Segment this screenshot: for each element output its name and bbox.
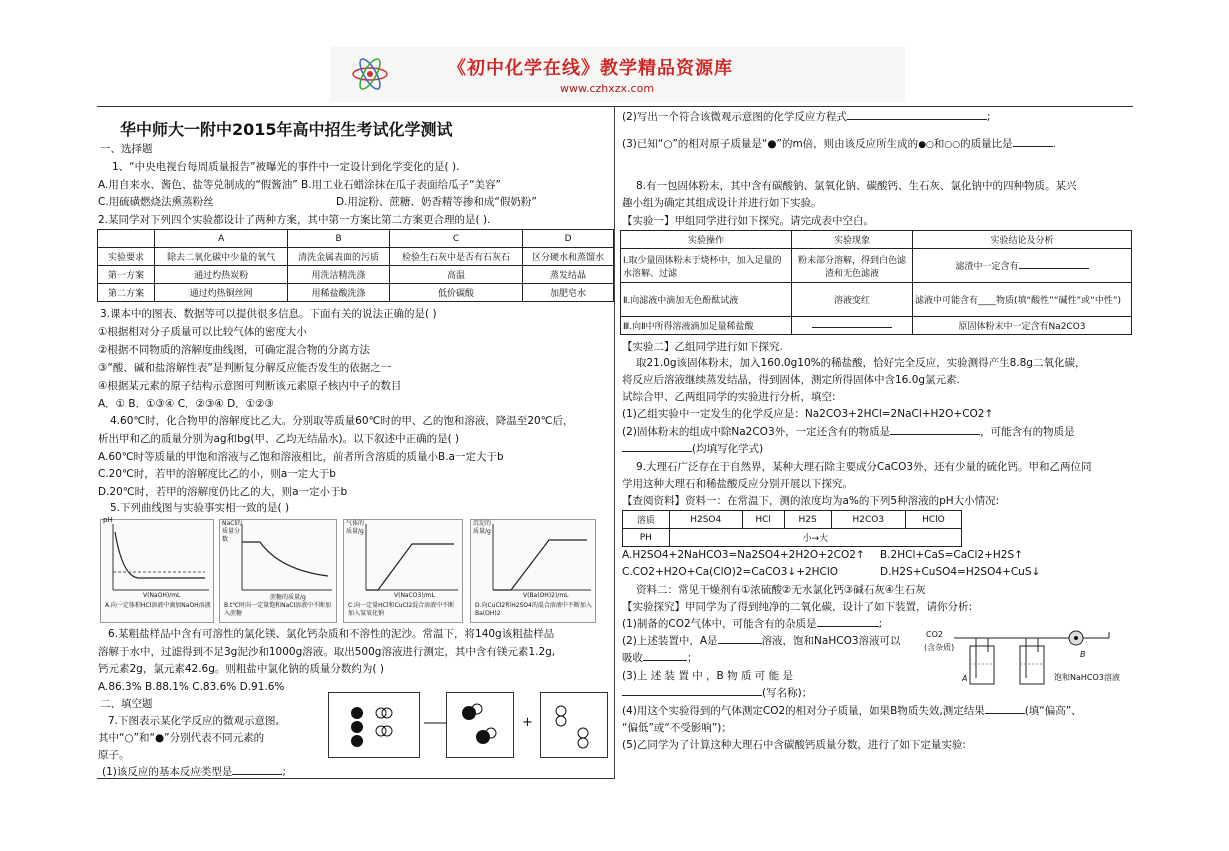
question-label: (2)上述装置中，A是	[622, 635, 718, 647]
question-text: 钙元素2g，氯元素42.6g。则粗盐中氯化钠的质量分数约为( )	[98, 663, 384, 675]
table-cell: 粉末部分溶解，得到白色滤渣和无色滤液	[792, 249, 913, 283]
top-rule	[97, 106, 1133, 107]
question-label: (4)用这个实验得到的气体测定CO2的相对分子质量，如果B物质失效,测定结果	[622, 705, 985, 717]
paragraph-text: 资料二：常见干燥剂有①浓硫酸②无水氯化钙③碱石灰④生石灰	[636, 584, 926, 596]
table-cell: 蒸发结晶	[523, 266, 614, 284]
table-cell: Ⅲ.向Ⅱ中所得溶液滴加足量稀盐酸	[621, 317, 792, 335]
table-cell: 用洗洁精洗涤	[288, 266, 389, 284]
label-a: A	[962, 674, 968, 683]
section-heading: 【实验一】甲组同学进行如下探究。请完成表中空白。	[622, 215, 874, 227]
table-cell	[913, 249, 1132, 283]
table-cell: 除去二氧化碳中少量的氧气	[155, 248, 288, 266]
question-text: 8.有一包固体粉末，其中含有碳酸钠、氯氧化钠、碳酸钙、生石灰、氯化钠中的四种物质。某兴	[636, 180, 1077, 192]
molecule-icon: ●○	[918, 140, 934, 150]
question-text	[622, 442, 763, 456]
answer-blank[interactable]	[622, 695, 762, 696]
question-option: D.用淀粉、蔗糖、奶香精等掺和成“假奶粉”	[336, 196, 537, 208]
table-cell: PH	[623, 529, 670, 547]
co2-label: CO2	[926, 630, 943, 639]
question-text: 溶解于水中，过滤得到不足3g泥沙和1000g溶液。取出500g溶液进行测定，其中含有镁元素1.2g,	[98, 646, 556, 658]
question-text: 7.下图表示某化学反应的微观示意图,	[108, 715, 279, 727]
question-options: A.86.3% B.88.1% C.83.6% D.91.6%	[98, 681, 285, 693]
graph-caption: B.t℃时向一定量饱和NaCl溶液中不断加入蔗糖	[224, 602, 332, 617]
graph-c	[343, 519, 463, 623]
question-option: C.CO2+H2O+Ca(ClO)2=CaCO3↓+2HClO	[622, 566, 839, 578]
answer-blank[interactable]	[643, 660, 687, 661]
question-text: 【查阅资料】资料一：在常温下，测的浓度均为a%的下列5种溶液的pH大小情况:	[622, 495, 1000, 507]
table-cell: 滤液中可能含有____物质(填“酸性”“碱性”或“中性”)	[913, 283, 1132, 317]
question-text: 3.课本中的图表、数据等可以提供很多信息。下面有关的说法正确的是( )	[100, 308, 437, 320]
table-cell-text: 滤渣中一定含有	[955, 262, 1019, 272]
question-label: (2)写出一个符合该微观示意图的化学反应方程式	[622, 111, 847, 123]
table-cell: 低价碳酸	[389, 284, 522, 302]
table-cell: 高温	[389, 266, 522, 284]
question-text: (3)已知“○”的相对原子质量是“●”的m倍，则由该反应所生成的●○和○○的质量比是 .	[622, 138, 1056, 150]
answer-blank[interactable]	[812, 327, 892, 328]
graph-xlabel: V(NaOH)/mL	[143, 592, 181, 599]
graph-xlabel: 蔗糖的质量/g	[270, 594, 306, 601]
answer-blank[interactable]	[622, 451, 692, 452]
question-text: (3)上 述 装 置 中 ，B 物 质 可 能 是	[622, 670, 793, 682]
question-label: (1)该反应的基本反应类型是	[102, 766, 233, 778]
column-divider	[614, 106, 615, 778]
question-options: A．① B．①③④ C．②③④ D．①②③	[98, 398, 274, 410]
table-cell: 通过灼热铜丝网	[155, 284, 288, 302]
apparatus-diagram	[924, 628, 1134, 688]
question-text: 吸收 ；	[622, 652, 698, 664]
table-header: 实验操作	[621, 231, 792, 249]
section-heading: 【实验二】乙组同学进行如下探究.	[622, 341, 783, 353]
answer-blank[interactable]	[1013, 146, 1053, 147]
question-label: ，可能含有的物质是	[980, 426, 1075, 438]
paragraph-text: (1)乙组实验中一定发生的化学反应是：Na2CO3+2HCl=2NaCl+H2O+CO2↑	[622, 408, 994, 420]
product-molecules-1	[447, 693, 513, 757]
section-heading: 一、选择题	[100, 143, 153, 155]
graph-ylabel: NaCl的质量分数	[222, 520, 243, 543]
question-text: “偏低”或“不受影响”)；	[622, 722, 732, 734]
question-text: (2)写出一个符合该微观示意图的化学反应方程式 ;	[622, 111, 991, 123]
table-cell: 第二方案	[98, 284, 155, 302]
table-header: 溶质	[623, 511, 670, 529]
table-cell: 通过灼热炭粉	[155, 266, 288, 284]
answer-blank[interactable]	[232, 774, 282, 775]
graph-ylabel: pH	[103, 516, 113, 524]
question-label: (均填写化学式)	[692, 443, 764, 455]
question-text: 1、“中央电视台每周质量报告”被曝光的事件中一定设计到化学变化的是( ).	[112, 161, 460, 173]
solution-label: 饱和NaHCO3溶液	[1054, 673, 1120, 682]
table-cell: 区分硬水和蒸馏水	[523, 248, 614, 266]
question-item: ①根据相对分子质量可以比较气体的密度大小	[98, 326, 307, 338]
product-box-2	[540, 692, 608, 758]
graph-ylabel: 沉淀的质量/g	[473, 520, 492, 535]
experiment-plan-table	[97, 229, 614, 302]
question-item: ③“酸、碱和盐溶解性表”是判断复分解反应能否发生的依据之一	[98, 362, 392, 374]
answer-blank[interactable]	[847, 119, 987, 120]
table-cell: 加肥皂水	[523, 284, 614, 302]
question-text: 2.某同学对下列四个实验都设计了两种方案，其中第一方案比第二方案更合理的是( ).	[98, 214, 491, 226]
table-cell: Ⅱ.向滤液中滴加无色酚酞试液	[621, 283, 792, 317]
question-text: 6.某粗盐样品中含有可溶性的氯化镁、氯化钙杂质和不溶性的泥沙。常温下，将140g该粗盐样品	[108, 628, 555, 640]
reactant-molecules	[329, 693, 419, 757]
paragraph-text: 【实验探究】甲同学为了得到纯净的二氧化碳，设计了如下装置，请你分析:	[622, 601, 973, 613]
question-label: (填“偏高”、	[1024, 705, 1082, 717]
table-header: D	[523, 230, 614, 248]
banner-url: www.czhxzx.com	[560, 82, 655, 95]
table-cell: 小→大	[669, 529, 961, 547]
label-b: B	[1080, 650, 1086, 659]
graph-b	[219, 519, 337, 623]
product-box-1	[446, 692, 514, 758]
question-text: 9.大理石广泛存在于自然界，某种大理石除主要成分CaCO3外，还有少量的硫化钙。甲和乙两位同	[636, 461, 1092, 473]
product-molecules-2	[541, 693, 607, 757]
table-cell: Ⅰ.取少量固体粉末于烧杯中，加入足量的水溶解、过滤	[621, 249, 792, 283]
question-text	[622, 704, 1082, 718]
question-label: (写名称)；	[762, 687, 813, 699]
table-header	[98, 230, 155, 248]
question-option: D.H2S+CuSO4=H2SO4+CuS↓	[880, 566, 1041, 578]
graph-caption: A.向一定体积HCl溶液中滴加NaOH溶液	[105, 602, 211, 609]
question-label: (1)制备的CO2气体中，可能含有的杂质是	[622, 618, 817, 630]
question-label: 和	[933, 138, 945, 150]
graph-a-plot	[101, 520, 213, 598]
question-text	[622, 425, 1075, 439]
answer-blank[interactable]	[1019, 268, 1089, 269]
paragraph-text: 试综合甲、乙两组同学的实验进行分析，填空:	[622, 391, 836, 403]
table-header: HCl	[742, 511, 784, 529]
table-header: B	[288, 230, 389, 248]
table-cell: 第一方案	[98, 266, 155, 284]
question-text: (1)制备的CO2气体中，可能含有的杂质是 ;	[622, 618, 883, 630]
question-item: ④根据某元素的原子结构示意图可判断该元素原子核内中子的数目	[98, 380, 402, 392]
section-heading: 二、填空题	[100, 698, 153, 710]
question-label: (2)固体粉末的组成中除Na2CO3外，一定还含有的物质是	[622, 426, 891, 438]
question-option: A.用自来水、酱色、盐等兑制成的“假酱油” B.用工业石蜡涂抹在瓜子表面给瓜子“美容”	[98, 179, 501, 191]
table-cell: 清洗金属表面的污质	[288, 248, 389, 266]
page-title: 华中师大一附中2015年高中招生考试化学测试	[120, 120, 453, 139]
experiment-one-table	[620, 230, 1132, 335]
graph-caption: C.向一定量HCl和CuCl2混合溶液中不断加入氢氧化钠	[348, 602, 455, 617]
header-banner	[330, 46, 905, 102]
question-label: 吸收	[622, 652, 643, 664]
table-header: H2S	[784, 511, 831, 529]
table-header: HClO	[905, 511, 961, 529]
graph-a	[100, 516, 214, 623]
question-text	[622, 686, 812, 700]
answer-blank[interactable]	[985, 713, 1025, 714]
table-cell: 用稀盐酸洗涤	[288, 284, 389, 302]
table-header: C	[389, 230, 522, 248]
question-option: C.用硫磺燃烧法熏蒸粉丝	[98, 196, 214, 208]
table-cell: 实验要求	[98, 248, 155, 266]
question-text: 其中“○”和“●”分别代表不同元素的	[98, 732, 265, 744]
ph-table	[622, 510, 962, 547]
table-cell: 原固体粉末中一定含有Na2CO3	[913, 317, 1132, 335]
question-text: 趣小组为确定其组成设计并进行如下实验。	[622, 197, 822, 209]
question-option: A.H2SO4+2NaHCO3=Na2SO4+2H2O+2CO2↑	[622, 549, 865, 561]
table-header: 实验现象	[792, 231, 913, 249]
answer-blank[interactable]	[890, 434, 980, 435]
question-option: C.20℃时，若甲的溶解度比乙的小，则a一定大于b	[98, 468, 336, 480]
question-option: A.60℃时等质量的甲饱和溶液与乙饱和溶液相比，前者所含溶质的质量小B.a一定大于b	[98, 451, 504, 463]
question-item: ②根据不同物质的溶解度曲线图，可确定混合物的分离方法	[98, 344, 370, 356]
question-text: 4.60℃时，化合物甲的溶解度比乙大。分别取等质量60℃时的甲、乙的饱和溶液，降温至20℃后，	[110, 415, 574, 427]
reactant-box	[328, 692, 420, 758]
impurity-label: (含杂质)	[924, 643, 955, 652]
plus-sign-icon: +	[522, 715, 533, 730]
question-text: 析出甲和乙的质量分别为ag和bg(甲、乙均无结晶水)。以下叙述中正确的是( )	[98, 433, 460, 445]
table-header: H2SO4	[669, 511, 742, 529]
question-text	[622, 634, 901, 648]
banner-title: 《初中化学在线》教学精品资源库	[448, 58, 733, 79]
question-option: B.2HCl+CaS=CaCl2+H2S↑	[880, 549, 1023, 561]
atom-logo-icon	[350, 54, 390, 94]
question-text: 5.下列曲线图与实验事实相一致的是( )	[110, 502, 290, 514]
graph-xlabel: V(NaCO3)/mL	[394, 592, 435, 599]
graph-ylabel: 气体的质量/g	[346, 520, 365, 535]
graph-xlabel: V(Ba(OH)2)/mL	[523, 592, 569, 599]
question-option: D.20℃时，若甲的溶解度仍比乙的大，则a一定小于b	[98, 486, 348, 498]
question-label: (3)已知“○”的相对原子质量是“●”的m倍，则由该反应所生成的	[622, 138, 919, 150]
question-label: 的质量比是	[960, 138, 1013, 150]
answer-blank[interactable]	[718, 643, 762, 644]
table-cell: 检验生石灰中是否有石灰石	[389, 248, 522, 266]
paragraph-text: 取21.0g该固体粉末，加入160.0g10%的稀盐酸，恰好完全反应，实验测得产生8.8g二氧化碳，	[636, 357, 1086, 369]
question-text: (5)乙同学为了计算这种大理石中含碳酸钙质量分数，进行了如下定量实验:	[622, 739, 966, 751]
question-text: (1)该反应的基本反应类型是 ;	[102, 766, 286, 778]
question-text: 原子。	[98, 749, 130, 761]
paragraph-text: 将反应后溶液继续蒸发结晶，得到固体，测定所得固体中含16.0g氯元素.	[622, 374, 960, 386]
graph-d	[470, 519, 596, 623]
table-cell	[792, 317, 913, 335]
table-header: A	[155, 230, 288, 248]
question-label: 溶液，饱和NaHCO3溶液可以	[761, 635, 901, 647]
table-cell: 溶液变红	[792, 283, 913, 317]
table-header: 实验结论及分析	[913, 231, 1132, 249]
question-text: 学用这种大理石和稀盐酸反应分别开展以下探究。	[622, 478, 853, 490]
graph-caption: D.向CuCl2和H2SO4的混合溶液中不断加入Ba(OH)2	[475, 602, 592, 617]
answer-blank[interactable]	[817, 626, 879, 627]
molecule-icon: ○○	[944, 140, 961, 150]
table-header: H2CO3	[831, 511, 905, 529]
